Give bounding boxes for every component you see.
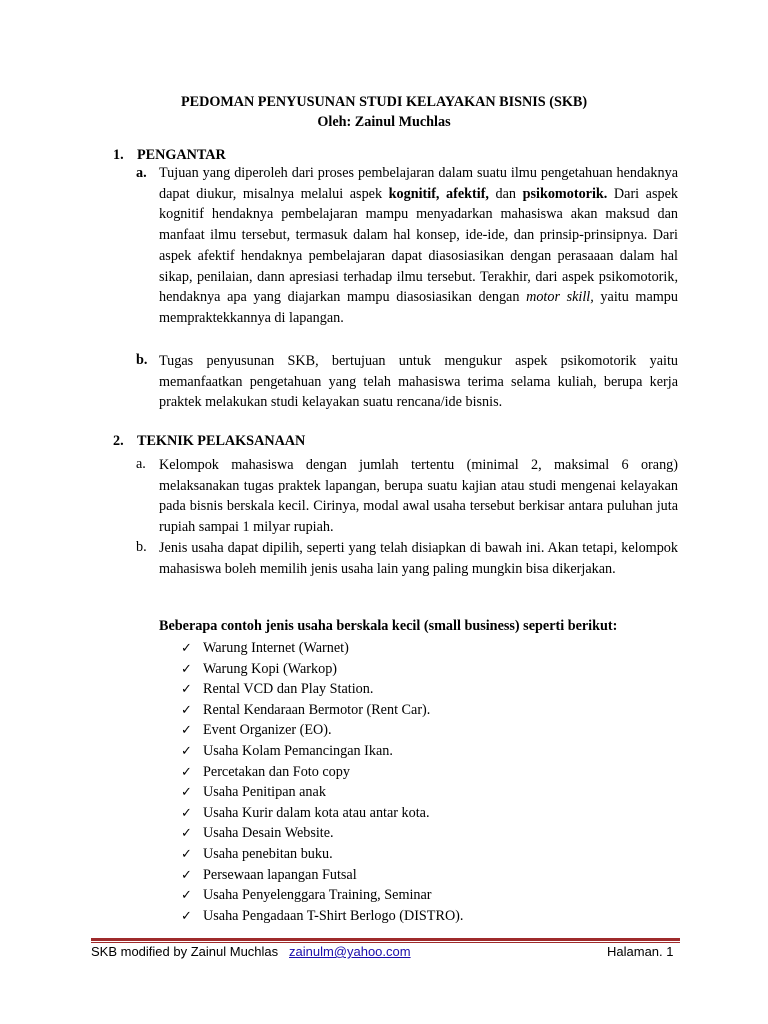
list-item xyxy=(181,659,463,680)
keyword-italic: motor skill, xyxy=(526,289,594,306)
list-item xyxy=(181,762,463,783)
list-item xyxy=(181,638,463,659)
list-item-label: Usaha penebitan buku. xyxy=(203,845,333,862)
list-item-label: Event Organizer (EO). xyxy=(203,722,332,739)
checkmark-icon: ✓ xyxy=(181,723,192,739)
list-item-label: Usaha Pengadaan T-Shirt Berlogo (DISTRO). xyxy=(203,907,464,924)
section-2-number: 2. xyxy=(113,433,124,449)
keyword-bold: psikomotorik. xyxy=(522,185,608,202)
list-item xyxy=(181,741,463,762)
checkmark-icon: ✓ xyxy=(181,661,192,677)
paragraph-text: Tujuan yang diperoleh dari proses pembelajaran dalam suatu ilmu pengetahuan hendaknya dapat diukur, misalnya melalui aspek xyxy=(159,165,678,202)
list-item-label: Usaha Penitipan anak xyxy=(203,784,326,801)
list-item-label: Persewaan lapangan Futsal xyxy=(203,866,357,883)
list-item-label: Usaha Kurir dalam kota atau antar kota. xyxy=(203,804,430,821)
checkmark-icon: ✓ xyxy=(181,867,192,883)
examples-list xyxy=(181,638,463,926)
section-2-item-b-text: Jenis usaha dapat dipilih, seperti yang telah disiapkan di bawah ini. Akan tetapi, kelompok mahasiswa boleh memilih jenis usaha lain yang paling mungkin bisa dikerjakan. xyxy=(159,540,678,577)
footer-credit: SKB modified by Zainul Muchlas xyxy=(91,944,279,959)
section-2-item-b-marker: b. xyxy=(136,539,147,555)
footer-rule-thin xyxy=(91,942,680,943)
footer-rule-thick xyxy=(91,938,680,941)
list-item xyxy=(181,885,463,906)
list-item xyxy=(181,720,463,741)
list-item xyxy=(181,823,463,844)
section-1-item-a-text xyxy=(159,163,678,329)
section-1-item-b-text: Tugas penyusunan SKB, bertujuan untuk mengukur aspek psikomotorik yaitu memanfaatkan pengetahuan yang telah mahasiswa terima selama kuliah, berupa kerja praktek melakukan studi kelayakan suatu rencana/ide bisnis. xyxy=(159,353,678,411)
paragraph-text: yaitu mampu mempraktekkannya di lapangan. xyxy=(159,289,678,326)
document-title: PEDOMAN PENYUSUNAN STUDI KELAYAKAN BISNIS (SKB) xyxy=(180,94,588,110)
section-2-item-a-marker: a. xyxy=(136,456,146,472)
list-item xyxy=(181,844,463,865)
document-author: Oleh: Zainul Muchlas xyxy=(317,114,451,130)
list-item-label: Rental VCD dan Play Station. xyxy=(203,681,374,698)
list-item xyxy=(181,700,463,721)
list-item xyxy=(181,679,463,700)
checkmark-icon: ✓ xyxy=(181,641,192,656)
section-2-title: TEKNIK PELAKSANAAN xyxy=(137,433,306,449)
checkmark-icon: ✓ xyxy=(181,764,192,780)
section-2-item-a-text: Kelompok mahasiswa dengan jumlah tertentu (minimal 2, maksimal 6 orang) melaksanakan tugas praktek lapangan, berupa suatu kajian atau studi mengenai kelayakan pada bisnis berskala kecil. Cirinya, modal awal usaha tersebut berkisar antara puluhan juta rupiah sampai 1 milyar rupiah. xyxy=(159,457,678,536)
section-1-number: 1. xyxy=(113,147,124,163)
paragraph-text: Dari aspek kognitif hendaknya pembelajaran mampu menyadarkan mahasiswa akan maksud dan manfaat ilmu tersebut, termasuk dalam hal konsep, ide-ide, dan prinsip-prinsipnya. Dari aspek afektif hendaknya pembelajaran dapat diasosiasikan dengan perasaaan dalam hal sikap, penilaian, dann apresiasi terhadap ilmu tersebut. Terakhir, dari aspek psikomotorik, hendaknya apa yang diajarkan mampu diasosiasikan dengan xyxy=(159,185,678,306)
checkmark-icon: ✓ xyxy=(181,826,192,842)
list-item-label: Usaha Desain Website. xyxy=(203,825,334,842)
list-item-label: Percetakan dan Foto copy xyxy=(203,763,350,780)
section-1-title: PENGANTAR xyxy=(137,147,226,163)
checkmark-icon: ✓ xyxy=(181,682,192,698)
checkmark-icon: ✓ xyxy=(181,888,192,904)
keyword-bold: kognitif, afektif, xyxy=(388,185,489,202)
examples-heading: Beberapa contoh jenis usaha berskala kecil (small business) seperti berikut: xyxy=(159,618,618,634)
section-1-item-a-marker: a. xyxy=(136,165,147,181)
list-item-label: Rental Kendaraan Bermotor (Rent Car). xyxy=(203,701,431,718)
footer-email-link[interactable]: zainulm@yahoo.com xyxy=(289,944,411,959)
section-1-item-b-marker: b. xyxy=(136,352,148,368)
checkmark-icon: ✓ xyxy=(181,785,192,801)
list-item xyxy=(181,803,463,824)
checkmark-icon: ✓ xyxy=(181,846,192,862)
list-item-label: Usaha Penyelenggara Training, Seminar xyxy=(203,887,432,904)
paragraph-text: dan xyxy=(488,185,523,202)
list-item-label: Warung Kopi (Warkop) xyxy=(203,660,338,677)
list-item xyxy=(181,865,463,886)
footer-page-number: Halaman. 1 xyxy=(607,944,674,959)
list-item-label: Usaha Kolam Pemancingan Ikan. xyxy=(203,742,393,759)
list-item xyxy=(181,782,463,803)
checkmark-icon: ✓ xyxy=(181,702,192,718)
list-item-label: Warung Internet (Warnet) xyxy=(203,640,349,656)
checkmark-icon: ✓ xyxy=(181,908,192,924)
list-item xyxy=(181,906,463,927)
checkmark-icon: ✓ xyxy=(181,743,192,759)
checkmark-icon: ✓ xyxy=(181,805,192,821)
